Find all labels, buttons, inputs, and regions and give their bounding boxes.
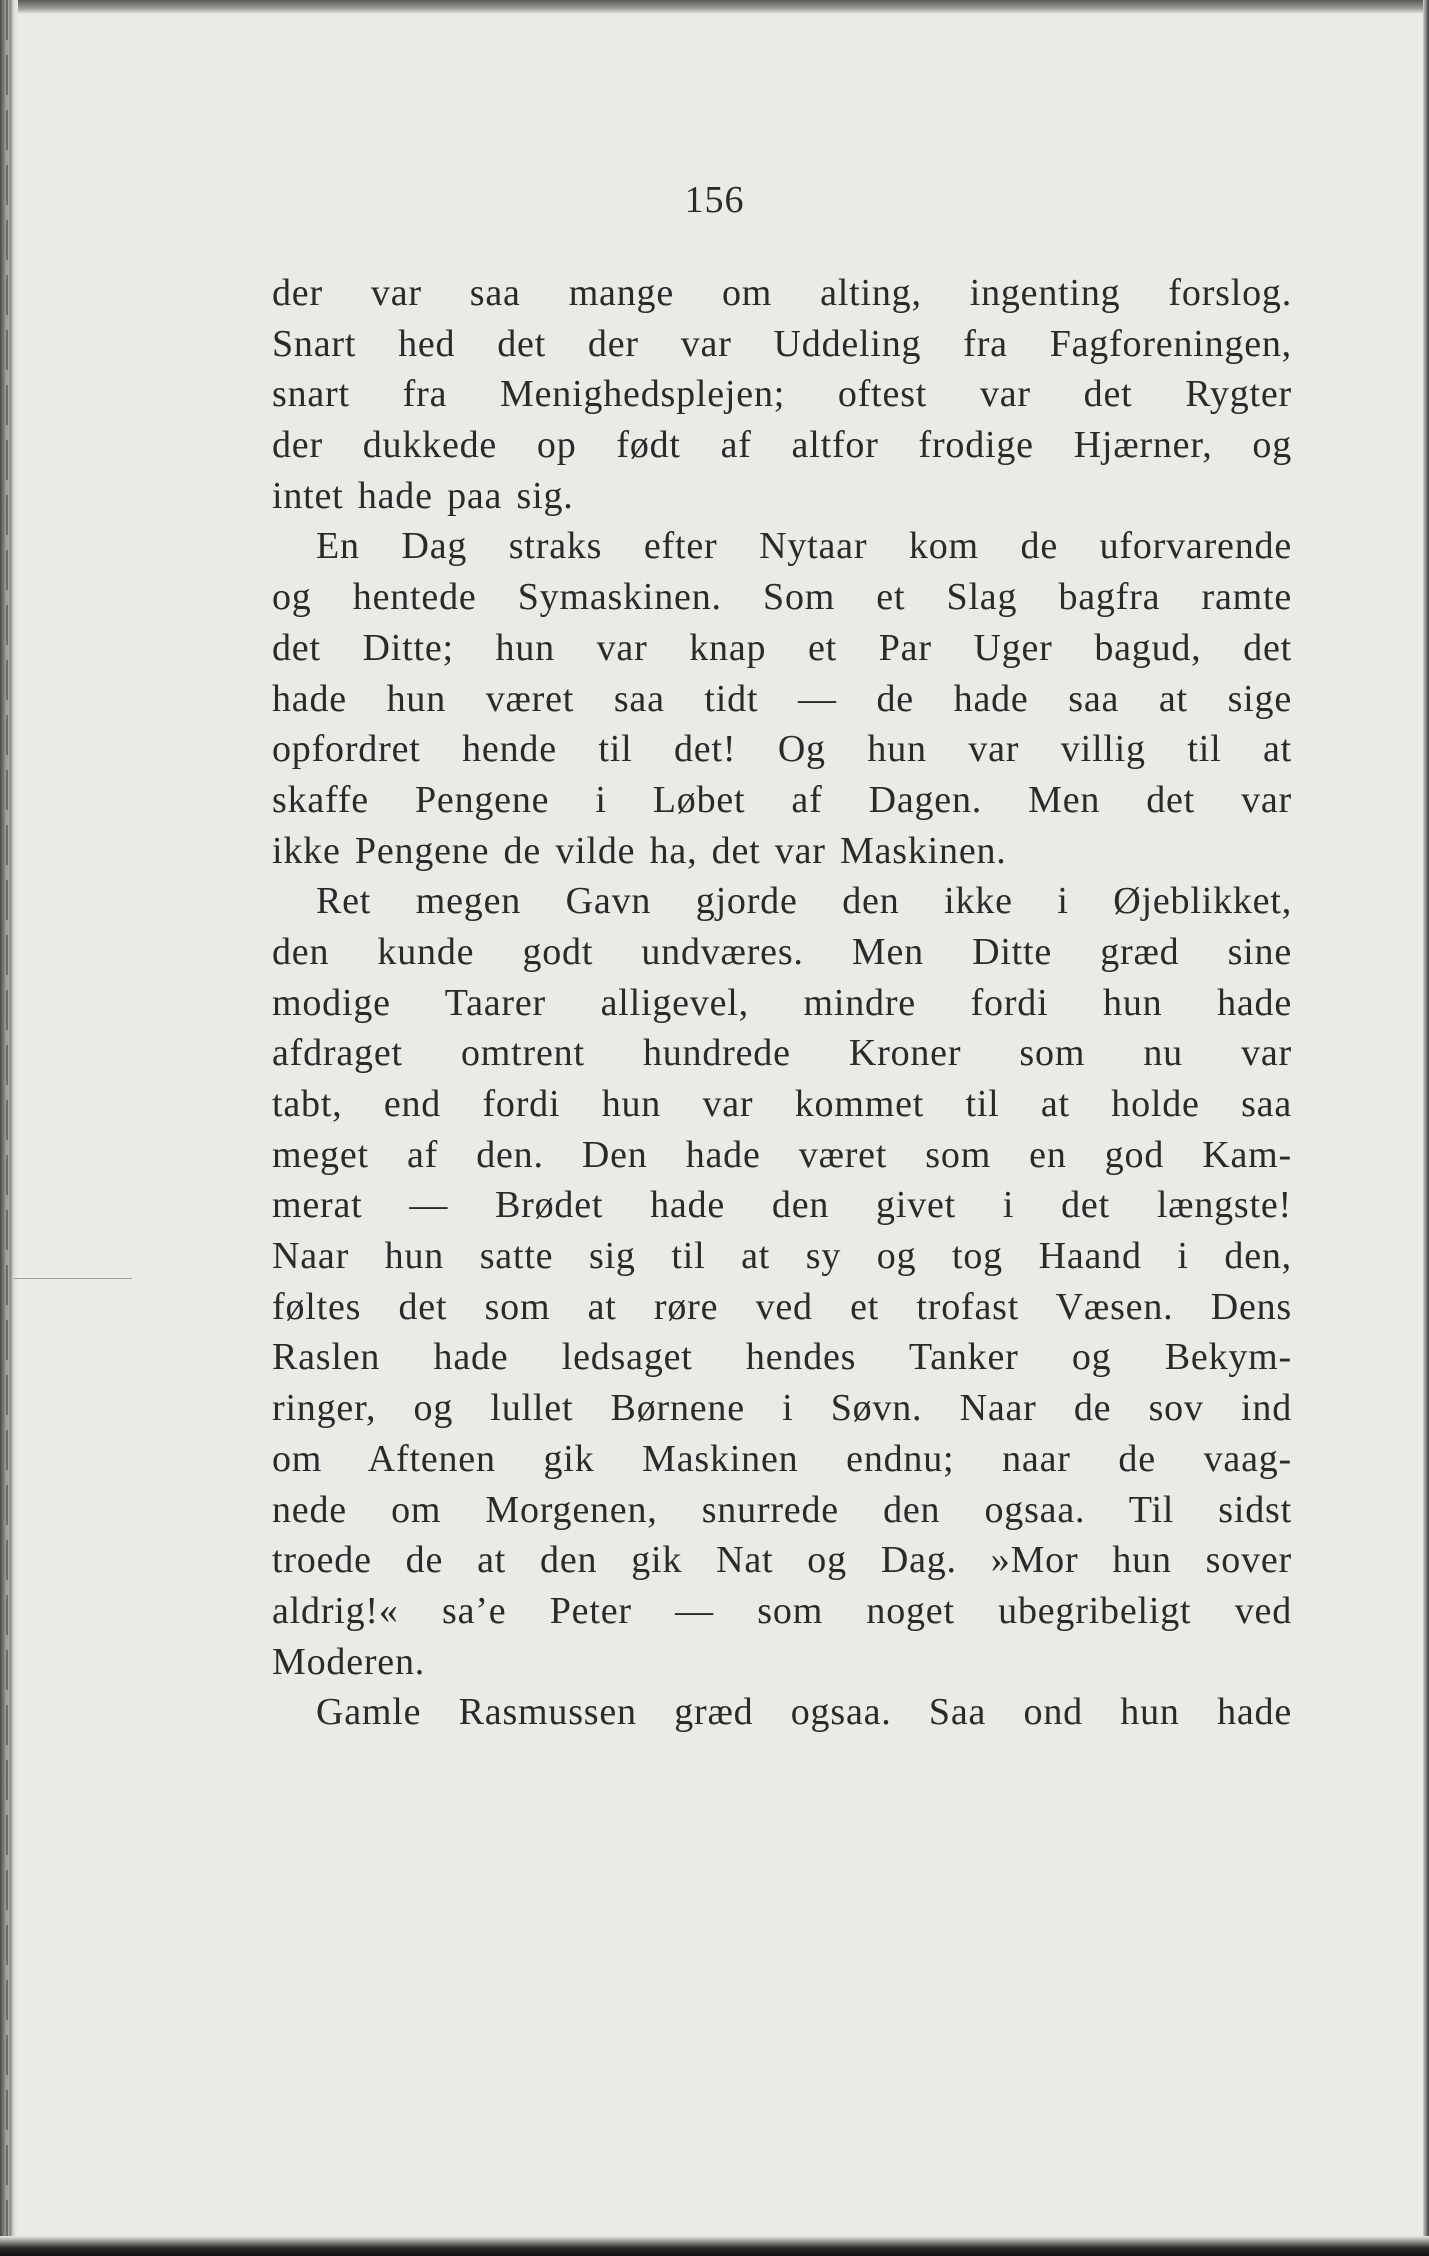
text-line: modige Taarer alligevel, mindre fordi hun hade <box>272 981 1292 1024</box>
text-line: Gamle Rasmussen græd ogsaa. Saa ond hun hade <box>316 1691 1292 1734</box>
page-number: 156 <box>684 179 745 221</box>
text-line: aldrig!« sa’e Peter — som noget ubegribeligt ved <box>272 1589 1292 1632</box>
text-line: den kunde godt undværes. Men Ditte græd sine <box>272 930 1292 973</box>
text-line: hade hun været saa tidt — de hade saa at sige <box>272 677 1292 720</box>
text-line: Snart hed det der var Uddeling fra Fagforeningen, <box>272 322 1292 365</box>
margin-mark <box>14 1278 132 1279</box>
text-line: snart fra Menighedsplejen; oftest var det Rygter <box>272 373 1292 416</box>
text-line: Naar hun satte sig til at sy og tog Haand i den, <box>272 1235 1292 1278</box>
text-line: En Dag straks efter Nytaar kom de uforvarende <box>316 525 1292 568</box>
text-line: opfordret hende til det! Og hun var villig til at <box>272 728 1292 771</box>
text-line: intet hade paa sig. <box>272 474 574 517</box>
text-line: troede de at den gik Nat og Dag. »Mor hun sover <box>272 1539 1292 1582</box>
text-line: skaffe Pengene i Løbet af Dagen. Men det var <box>272 778 1292 821</box>
text-line: føltes det som at røre ved et trofast Væsen. Dens <box>272 1285 1292 1328</box>
text-line: nede om Morgenen, snurrede den ogsaa. Til sidst <box>272 1488 1292 1531</box>
text-line: merat — Brødet hade den givet i det længste! <box>272 1184 1292 1227</box>
text-line: meget af den. Den hade været som en god Kam- <box>272 1133 1292 1176</box>
page-right-edge <box>1423 0 1429 2236</box>
body-text <box>272 268 1292 1738</box>
page-top-edge <box>0 0 1429 14</box>
text-line: Ret megen Gavn gjorde den ikke i Øjeblikket, <box>316 880 1292 923</box>
text-line: og hentede Symaskinen. Som et Slag bagfra ramte <box>272 576 1292 619</box>
text-line: det Ditte; hun var knap et Par Uger bagud, det <box>272 626 1292 669</box>
text-line: der dukkede op født af altfor frodige Hjærner, og <box>272 424 1292 467</box>
text-line: ikke Pengene de vilde ha, det var Maskinen. <box>272 829 1007 872</box>
text-line: Moderen. <box>272 1640 426 1683</box>
book-spine-edge <box>0 0 18 2256</box>
text-line: Raslen hade ledsaget hendes Tanker og Bekym- <box>272 1336 1292 1379</box>
text-line: om Aftenen gik Maskinen endnu; naar de vaag- <box>272 1437 1292 1480</box>
text-line: ringer, og lullet Børnene i Søvn. Naar de sov ind <box>272 1387 1292 1430</box>
text-line: afdraget omtrent hundrede Kroner som nu var <box>272 1032 1292 1075</box>
page-bottom-edge <box>0 2236 1429 2256</box>
text-line: der var saa mange om alting, ingenting forslog. <box>272 272 1292 314</box>
text-line: tabt, end fordi hun var kommet til at holde saa <box>272 1083 1292 1125</box>
